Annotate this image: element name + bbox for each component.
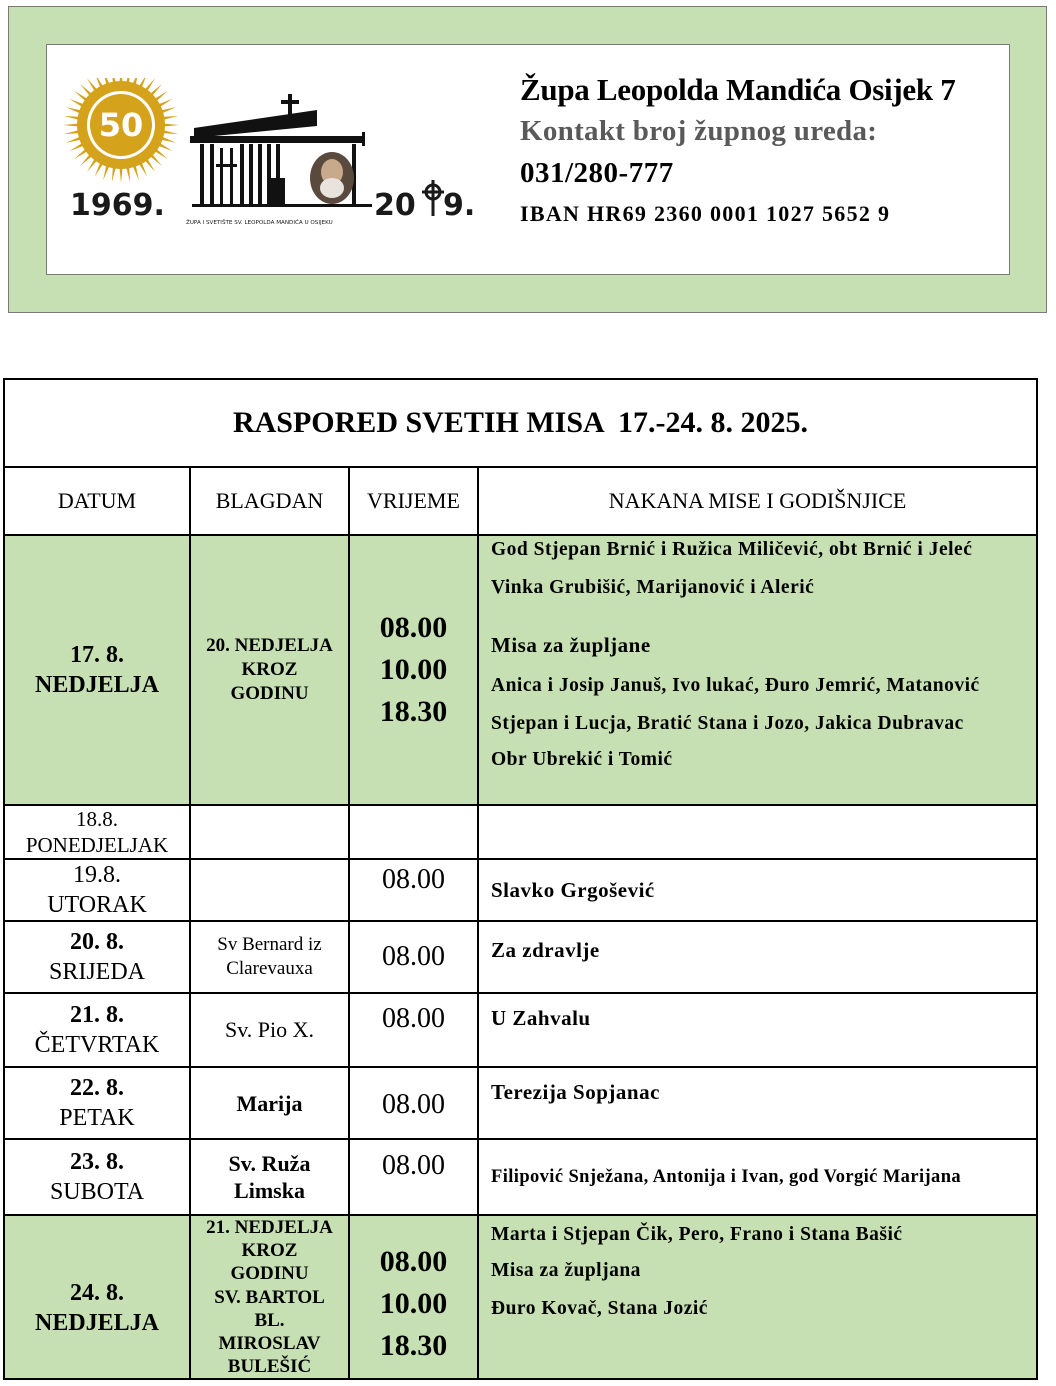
date-cell bbox=[4, 805, 190, 859]
feast-line: BL. bbox=[254, 1309, 285, 1331]
date: 22. 8. bbox=[70, 1075, 124, 1101]
saint-portrait-icon bbox=[310, 152, 354, 204]
contact-phone: 031/280-777 bbox=[520, 157, 674, 189]
date: 23. 8. bbox=[70, 1149, 124, 1175]
mass-time: 08.00 bbox=[379, 1245, 448, 1279]
feast-line: Clarevauxa bbox=[226, 958, 313, 979]
intention-line: Đuro Kovač, Stana Jozić bbox=[491, 1298, 708, 1319]
mass-time: 08.00 bbox=[379, 611, 448, 644]
time-cell: 08.00 bbox=[349, 1067, 478, 1139]
feast-cell bbox=[190, 1215, 349, 1379]
logo-caption: ŽUPA I SVETIŠTE SV. LEOPOLDA MANDIĆA U OSIJEKU bbox=[186, 220, 333, 226]
feast-line: Sv. Ruža bbox=[228, 1151, 311, 1176]
feast-line: SV. BARTOL bbox=[214, 1286, 325, 1308]
weekday: NEDJELJA bbox=[34, 672, 160, 698]
parish-name: Župa Leopolda Mandića Osijek 7 bbox=[520, 72, 956, 107]
iban: IBAN HR69 2360 0001 1027 5652 9 bbox=[520, 201, 891, 226]
intention-line: Misa za župljane bbox=[491, 633, 651, 657]
mass-time: 10.00 bbox=[379, 1287, 448, 1321]
weekday: NEDJELJA bbox=[34, 1310, 160, 1337]
feast-cell bbox=[190, 921, 349, 993]
schedule-title: RASPORED SVETIH MISA 17.-24. 8. 2025. bbox=[4, 379, 1037, 467]
intention-cell: Terezija Sopjanac bbox=[478, 1067, 1037, 1139]
intention-cell bbox=[478, 805, 1037, 859]
weekday: UTORAK bbox=[47, 892, 147, 918]
mass-time: 10.00 bbox=[379, 653, 448, 686]
feast-cell: Sv. Pio X. bbox=[190, 993, 349, 1067]
date: 19.8. bbox=[73, 862, 121, 888]
feast-line: MIROSLAV bbox=[218, 1333, 321, 1355]
feast-cell bbox=[190, 535, 349, 805]
weekday: SUBOTA bbox=[49, 1179, 145, 1205]
parish-logo bbox=[62, 78, 486, 228]
date-cell bbox=[4, 1215, 190, 1379]
date-cell bbox=[4, 1139, 190, 1215]
intention-cell: Za zdravlje bbox=[478, 921, 1037, 993]
table-row bbox=[4, 921, 1037, 993]
logo-year-end-a: 20 bbox=[374, 188, 416, 223]
date-cell bbox=[4, 1067, 190, 1139]
time-cell: 08.00 bbox=[349, 993, 478, 1067]
column-headers bbox=[4, 467, 1037, 535]
date: 20. 8. bbox=[70, 929, 124, 955]
date: 18.8. bbox=[76, 807, 118, 831]
intention-cell bbox=[478, 535, 1037, 805]
table-row bbox=[4, 993, 1037, 1067]
date: 24. 8. bbox=[70, 1280, 124, 1307]
intention-cell: U Zahvalu bbox=[478, 993, 1037, 1067]
mass-time: 18.30 bbox=[379, 695, 448, 728]
weekday: SRIJEDA bbox=[48, 959, 145, 985]
feast-cell bbox=[190, 1139, 349, 1215]
date-cell bbox=[4, 993, 190, 1067]
mass-schedule-table bbox=[3, 378, 1038, 1380]
intention-line: Misa za župljana bbox=[491, 1260, 641, 1281]
date: 21. 8. bbox=[70, 1002, 124, 1028]
date-cell bbox=[4, 535, 190, 805]
feast-line: 20. NEDJELJA bbox=[206, 635, 333, 656]
intention-cell: Filipović Snježana, Antonija i Ivan, god Vorgić Marijana bbox=[478, 1139, 1037, 1215]
feast-line: Sv Bernard iz bbox=[217, 934, 322, 955]
anniversary-sun-icon bbox=[63, 78, 179, 183]
feast-line: KROZ bbox=[241, 1240, 298, 1262]
weekday: PETAK bbox=[59, 1105, 135, 1131]
anniversary-number: 50 bbox=[98, 106, 144, 144]
feast-cell bbox=[190, 805, 349, 859]
feast-line: KROZ bbox=[241, 659, 298, 680]
date-cell bbox=[4, 859, 190, 921]
mass-time: 18.30 bbox=[379, 1329, 448, 1363]
feast-cell: Marija bbox=[190, 1067, 349, 1139]
column-header-intention: NAKANA MISE I GODIŠNJICE bbox=[478, 467, 1037, 535]
time-cell: 08.00 bbox=[349, 921, 478, 993]
table-row bbox=[4, 805, 1037, 859]
date-cell bbox=[4, 921, 190, 993]
table-row bbox=[4, 859, 1037, 921]
time-cell bbox=[349, 535, 478, 805]
feast-cell bbox=[190, 859, 349, 921]
table-row bbox=[4, 1215, 1037, 1379]
feast-line: BULEŠIĆ bbox=[227, 1356, 312, 1378]
feast-line: 21. NEDJELJA bbox=[206, 1217, 333, 1238]
time-cell bbox=[349, 805, 478, 859]
logo-year-start: 1969. bbox=[70, 188, 165, 223]
feast-line: Limska bbox=[234, 1178, 305, 1203]
intention-spacer bbox=[491, 602, 1036, 620]
date: 17. 8. bbox=[70, 642, 124, 668]
table-row bbox=[4, 1139, 1037, 1215]
intention-line: Anica i Josip Januš, Ivo lukać, Đuro Jemrić, Matanović bbox=[491, 675, 980, 696]
intention-line: Vinka Grubišić, Marijanović i Alerić bbox=[491, 577, 815, 598]
time-cell: 08.00 bbox=[349, 1139, 478, 1215]
intention-cell bbox=[478, 1215, 1037, 1379]
feast-line: GODINU bbox=[230, 683, 309, 704]
column-header-time: VRIJEME bbox=[349, 467, 478, 535]
intention-line: Stjepan i Lucja, Bratić Stana i Jozo, Jakica Dubravac bbox=[491, 713, 964, 734]
intention-cell: Slavko Grgošević bbox=[478, 859, 1037, 921]
celtic-cross-icon bbox=[422, 180, 444, 216]
feast-line: GODINU bbox=[230, 1263, 309, 1285]
time-cell bbox=[349, 1215, 478, 1379]
contact-label: Kontakt broj župnog ureda: bbox=[520, 115, 878, 147]
intention-line: Marta i Stjepan Čik, Pero, Frano i Stana Bašić bbox=[491, 1224, 903, 1245]
column-header-feast: BLAGDAN bbox=[190, 467, 349, 535]
logo-year-end-b: 9. bbox=[443, 188, 476, 223]
weekday: PONEDJELJAK bbox=[25, 833, 169, 857]
intention-line: God Stjepan Brnić i Ružica Miličević, obt Brnić i Jeleć bbox=[491, 539, 973, 560]
table-row bbox=[4, 535, 1037, 805]
table-row bbox=[4, 1067, 1037, 1139]
weekday: ČETVRTAK bbox=[34, 1032, 160, 1058]
column-header-date: DATUM bbox=[4, 467, 190, 535]
intention-line: Obr Ubrekić i Tomić bbox=[491, 749, 673, 770]
time-cell: 08.00 bbox=[349, 859, 478, 921]
contact-block bbox=[520, 70, 1000, 234]
